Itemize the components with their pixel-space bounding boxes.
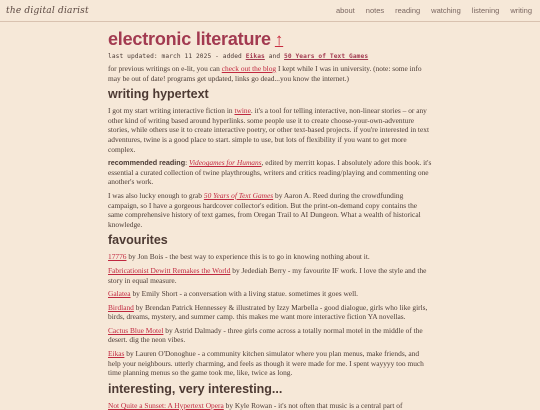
list-item [108, 349, 432, 378]
site-brand[interactable]: the digital diarist [6, 5, 89, 16]
last-updated-text: last updated: march 11 2025 - added [108, 53, 242, 60]
text-games-paragraph [108, 191, 432, 229]
list-item [108, 289, 432, 299]
list-item-text: by Emily Short - a conversation with a living statue. sometimes it goes well. [132, 289, 359, 299]
nav-link-watching[interactable]: watching [431, 6, 461, 15]
twine-paragraph [108, 106, 432, 154]
favourite-link-birdland[interactable]: Birdland [108, 302, 134, 312]
blog-link[interactable]: check out the blog [221, 64, 277, 73]
back-to-top-arrow-icon[interactable]: ↑ [274, 30, 284, 49]
page-title [108, 28, 432, 50]
list-item [108, 266, 432, 285]
twine-link[interactable]: twine [234, 106, 251, 116]
heading-interesting: interesting, very interesting... [108, 381, 283, 396]
nav-link-reading[interactable]: reading [395, 6, 421, 15]
favourite-link-cactus-blue-motel[interactable]: Cactus Blue Motel [108, 325, 164, 335]
list-item [108, 401, 432, 410]
nav-link-notes[interactable]: notes [365, 6, 385, 15]
twine-text-pre: I got my start writing interactive fiction in [108, 106, 233, 116]
list-item-text: by Lauren O'Donoghue - a community kitchen simulator where you plan menus, make friends, and help your neighbours. utterly charming, and feels as though it were made for me. I spent wayyyy too much time planning menus so the game took me, like, twice as long. [108, 349, 424, 378]
updated-link-50-years[interactable]: 50 Years of Text Games [284, 53, 369, 60]
top-nav [0, 0, 540, 22]
list-item-text: by Astrid Dalmady - three girls come across a totally normal motel in the middle of the desert. dig the neon vibes. [108, 325, 423, 345]
favourite-link-eikas[interactable]: Eikas [108, 349, 125, 359]
favourites-list [108, 252, 432, 378]
list-item-text: by Jedediah Berry - my favourite IF work. I love the style and the story in equal measure. [108, 265, 427, 285]
updated-link-eikas[interactable]: Eikas [245, 53, 265, 60]
text-games-text-post: by Aaron A. Reed during the crowdfunding campaign, so I have a gorgeous hardcover collector's edition. But the print-on-demand copy contains the same comprehensive history of text games, from Oregan Trail to AI Dungeon. What a wealth of historical knowledge. [108, 190, 421, 229]
intro-paragraph [108, 64, 432, 83]
videogames-for-humans-link[interactable]: Videogames for Humans [189, 158, 262, 168]
list-item [108, 252, 432, 262]
list-item-text: by Jon Bois - the best way to experience this is to go in knowing nothing about it. [128, 252, 370, 262]
text-games-text-pre: I was also lucky enough to grab [108, 190, 203, 200]
favourite-link-fabricationist[interactable]: Fabricationist Dewitt Remakes the World [108, 265, 231, 275]
last-updated [108, 53, 432, 60]
recommended-reading-label: recommended reading [108, 158, 186, 168]
heading-favourites: favourites [108, 233, 168, 248]
fifty-years-link[interactable]: 50 Years of Text Games [203, 190, 274, 200]
twine-text-post: . it's a tool for telling interactive, non-linear stories – or any other kind of writing based around hyperlinks. some people use it to create choose-your-own-adventure stories, while others use it to create interactive poetry, or other text-based projects. if you're interested in text adventures, twine is a good place to start. simple to use, but lots of flexibility if you want to get more complex. [108, 106, 430, 154]
list-item [108, 303, 432, 322]
last-updated-and: and [268, 53, 281, 60]
intro-text-post: I kept while I was in university. (note: some info may be out of date! programs get updated, links go dead...you know the internet.) [108, 64, 422, 83]
nav-link-writing[interactable]: writing [510, 6, 532, 15]
favourite-link-17776[interactable]: 17776 [108, 252, 127, 262]
interesting-link-not-quite-a-sunset[interactable]: Not Quite a Sunset: A Hypertext Opera [108, 400, 224, 410]
list-item [108, 326, 432, 345]
main-content [108, 28, 432, 410]
recommended-reading-text: , edited by merritt kopas. I absolutely adore this book. it's essential a curated collection of twine playthroughs, writers and critics reading/playing and commenting one another's work. [108, 158, 432, 187]
nav-links [336, 6, 532, 15]
recommended-reading-colon: : [185, 158, 188, 168]
page-title-text: electronic literature [108, 29, 271, 49]
favourite-link-galatea[interactable]: Galatea [108, 289, 131, 299]
heading-writing-hypertext: writing hypertext [108, 87, 209, 102]
list-item-text: by Brendan Patrick Hennessey & illustrated by Izzy Marbella - good dialogue, girls who like girls, birds, dreams, mystery, and summer camp. this makes me want more interactive fiction YA novellas. [108, 302, 428, 322]
list-item-text: by Kyle Rowan - it's not often that music is a central part of [225, 400, 403, 410]
nav-link-about[interactable]: about [336, 6, 355, 15]
recommended-reading-paragraph [108, 158, 432, 187]
nav-link-listening[interactable]: listening [471, 6, 500, 15]
intro-text-pre: for previous writings on e-lit, you can [108, 64, 220, 73]
